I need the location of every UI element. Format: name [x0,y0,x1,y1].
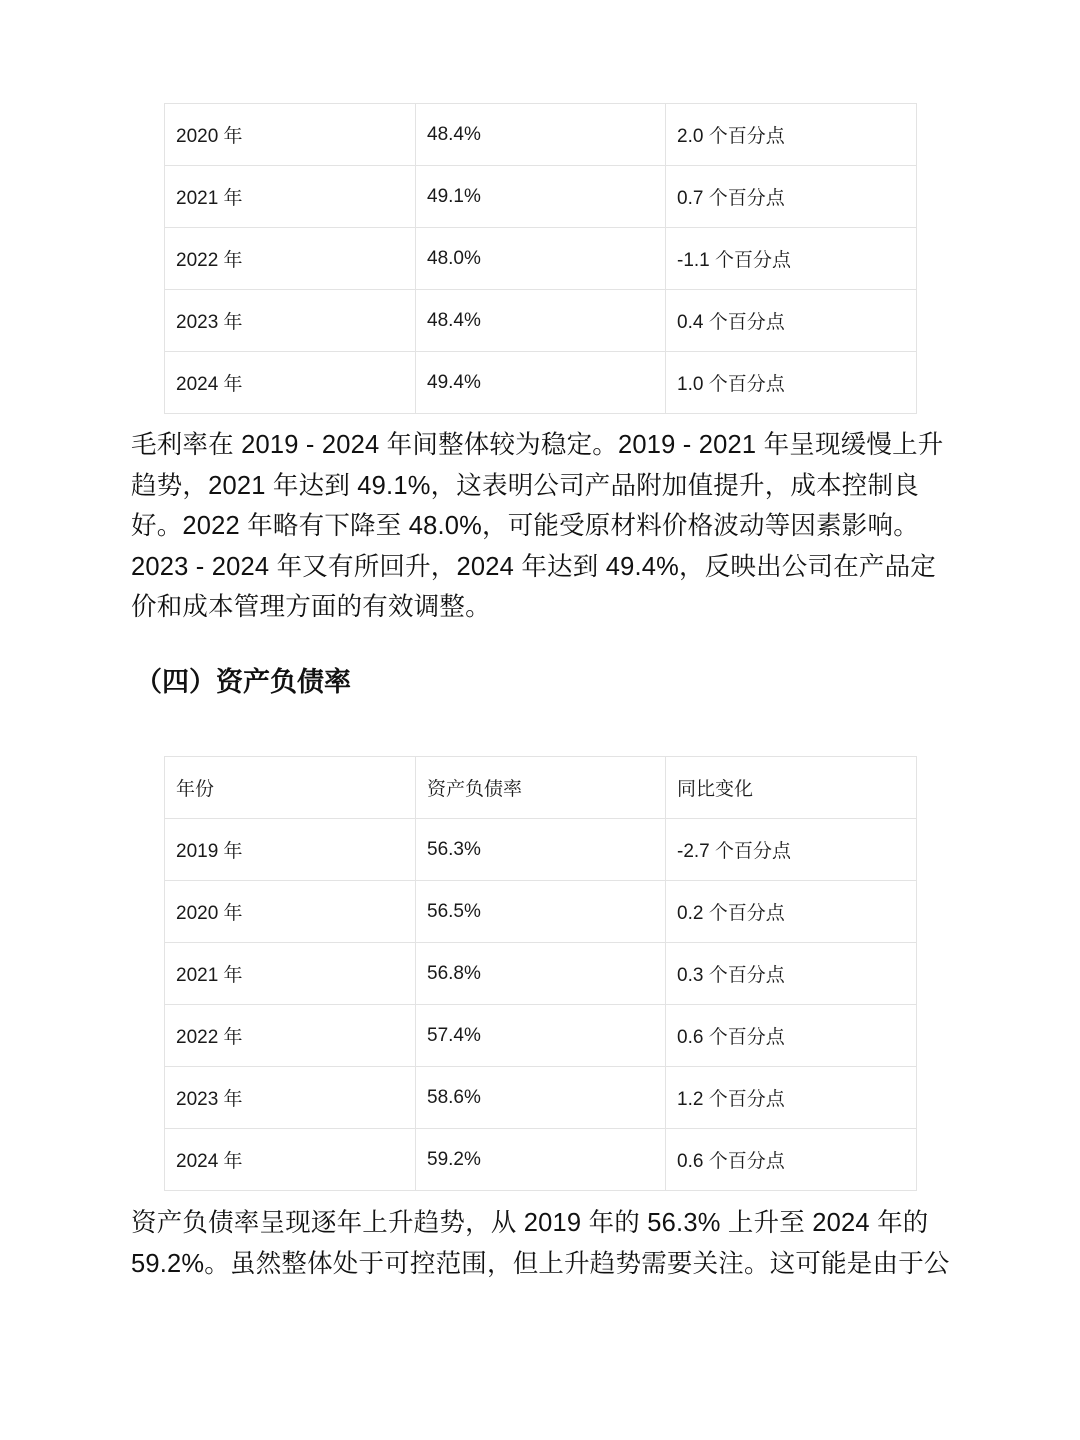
year-cell: 2021 年 [165,166,416,228]
table-row [165,1005,917,1067]
table-row [165,104,917,166]
year-cell: 2020 年 [165,881,416,943]
yoy-change-cell: -1.1 个百分点 [666,228,917,290]
year-cell: 2022 年 [165,1005,416,1067]
table-row [165,943,917,1005]
table-row [165,228,917,290]
debt-ratio-cell: 58.6% [416,1067,666,1129]
debt-ratio-table [164,756,917,1191]
year-cell: 2019 年 [165,819,416,881]
table-row [165,352,917,414]
debt-ratio-cell: 56.8% [416,943,666,1005]
table-row [165,881,917,943]
year-cell: 2023 年 [165,290,416,352]
yoy-change-cell: 0.6 个百分点 [666,1005,917,1067]
year-cell: 2024 年 [165,1129,416,1191]
table-row [165,1129,917,1191]
debt-ratio-cell: 59.2% [416,1129,666,1191]
debt-ratio-cell: 57.4% [416,1005,666,1067]
yoy-change-cell: 1.0 个百分点 [666,352,917,414]
gross-margin-cell: 49.1% [416,166,666,228]
table-row [165,166,917,228]
debt-ratio-cell: 56.5% [416,881,666,943]
gross-margin-cell: 48.4% [416,104,666,166]
year-cell: 2020 年 [165,104,416,166]
yoy-change-cell: 0.2 个百分点 [666,881,917,943]
table-row [165,1067,917,1129]
table-row [165,819,917,881]
column-header-yoy-change: 同比变化 [666,757,917,819]
yoy-change-cell: 0.7 个百分点 [666,166,917,228]
column-header-debt-ratio: 资产负债率 [416,757,666,819]
yoy-change-cell: 1.2 个百分点 [666,1067,917,1129]
gross-margin-table [164,103,917,414]
yoy-change-cell: -2.7 个百分点 [666,819,917,881]
yoy-change-cell: 0.4 个百分点 [666,290,917,352]
gross-margin-cell: 49.4% [416,352,666,414]
yoy-change-cell: 0.3 个百分点 [666,943,917,1005]
debt-ratio-cell: 56.3% [416,819,666,881]
table-row [165,290,917,352]
column-header-year: 年份 [165,757,416,819]
year-cell: 2024 年 [165,352,416,414]
yoy-change-cell: 2.0 个百分点 [666,104,917,166]
section-heading: （四）资产负债率 [135,667,351,697]
gross-margin-cell: 48.0% [416,228,666,290]
year-cell: 2021 年 [165,943,416,1005]
yoy-change-cell: 0.6 个百分点 [666,1129,917,1191]
gross-margin-analysis-paragraph: 毛利率在 2019 - 2024 年间整体较为稳定。2019 - 2021 年呈现缓慢上升趋势，2021 年达到 49.1%，这表明公司产品附加值提升，成本控制良好。2022 年略有下降至 48.0%，可能受原材料价格波动等因素影响。2023 - 2024 年又有所回升，2024 年达到 49.4%，反映出公司在产品定价和成本管理方面的有效调整。 [131,431,944,621]
table-header-row [165,757,917,819]
gross-margin-cell: 48.4% [416,290,666,352]
year-cell: 2022 年 [165,228,416,290]
debt-ratio-analysis-paragraph: 资产负债率呈现逐年上升趋势，从 2019 年的 56.3% 上升至 2024 年的 59.2%。虽然整体处于可控范围，但上升趋势需要关注。这可能是由于公 [131,1209,950,1278]
year-cell: 2023 年 [165,1067,416,1129]
